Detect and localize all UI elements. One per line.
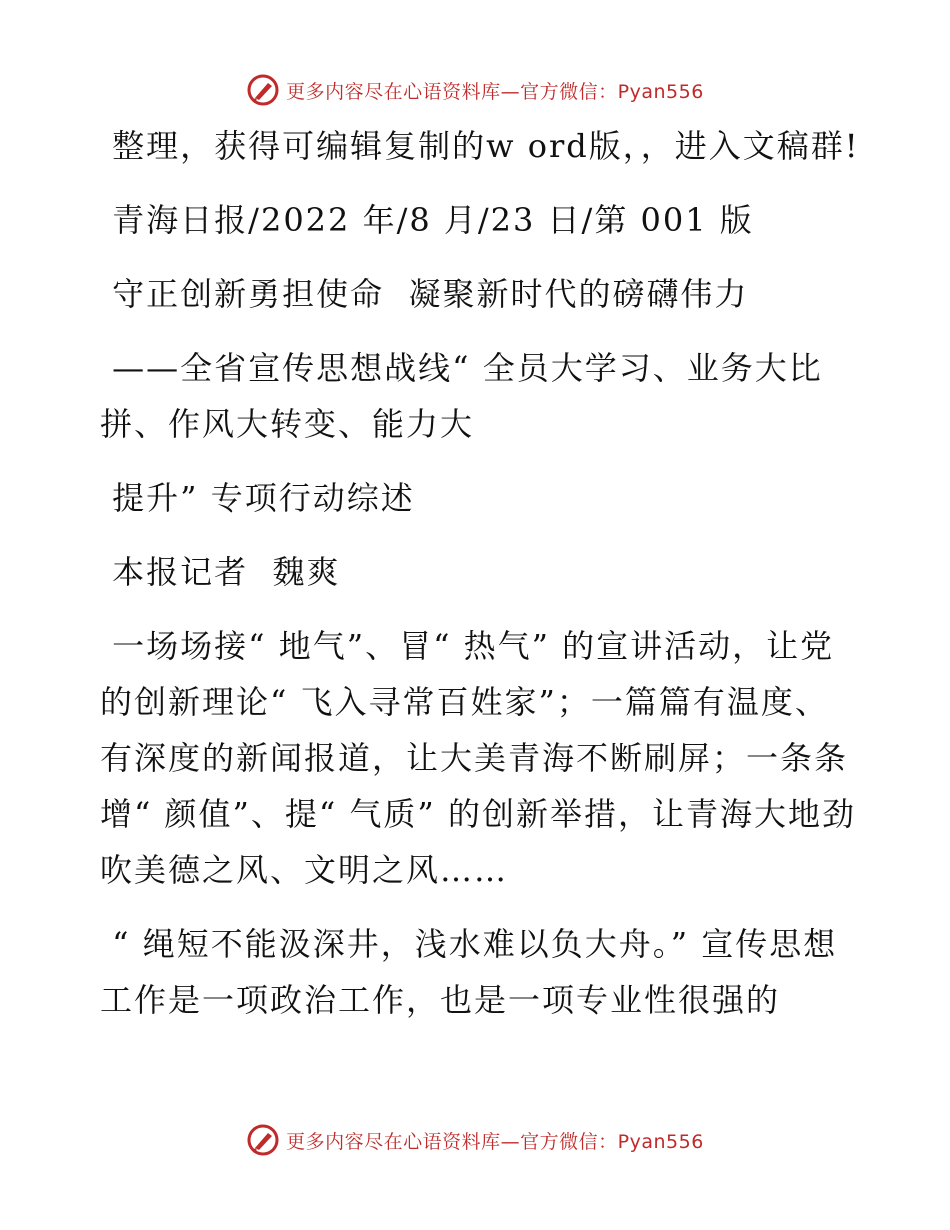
pen-in-circle-icon [246,73,280,107]
watermark-text: 更多内容尽在心语资料库—官方微信：Pyan556 [286,80,704,103]
article-subtitle-continued: 提升” 专项行动综述 [100,479,415,517]
byline: 本报记者 魏爽 [100,553,341,591]
document-body [100,118,860,1046]
article-subtitle: ——全省宣传思想战线“ 全员大学习、业务大比拼、作风大转变、能力大 [100,349,823,443]
paragraph-source: 青海日报/2022 年/8 月/23 日/第 001 版 [100,201,754,239]
paragraph-intro: 整理，获得可编辑复制的w ord版，，进入文稿群! [100,127,860,165]
header-watermark [0,70,950,110]
paragraph-body-1: 一场场接“ 地气”、冒“ 热气” 的宣讲活动，让党的创新理论“ 飞入寻常百姓家”；一篇篇有温度、有深度的新闻报道，让大美青海不断刷屏；一条条增“ 颜值”、提“ 气质” 的创新举措，让青海大地劲吹美德之风、文明之风…… [100,627,856,889]
paragraph-body-2: “ 绳短不能汲深井，浅水难以负大舟。” 宣传思想工作是一项政治工作，也是一项专业性很强的 [100,925,838,1019]
footer-watermark [0,1120,950,1160]
pen-in-circle-icon [246,1123,280,1157]
article-title: 守正创新勇担使命 凝聚新时代的磅礴伟力 [100,275,749,313]
watermark-text: 更多内容尽在心语资料库—官方微信：Pyan556 [286,1130,704,1153]
